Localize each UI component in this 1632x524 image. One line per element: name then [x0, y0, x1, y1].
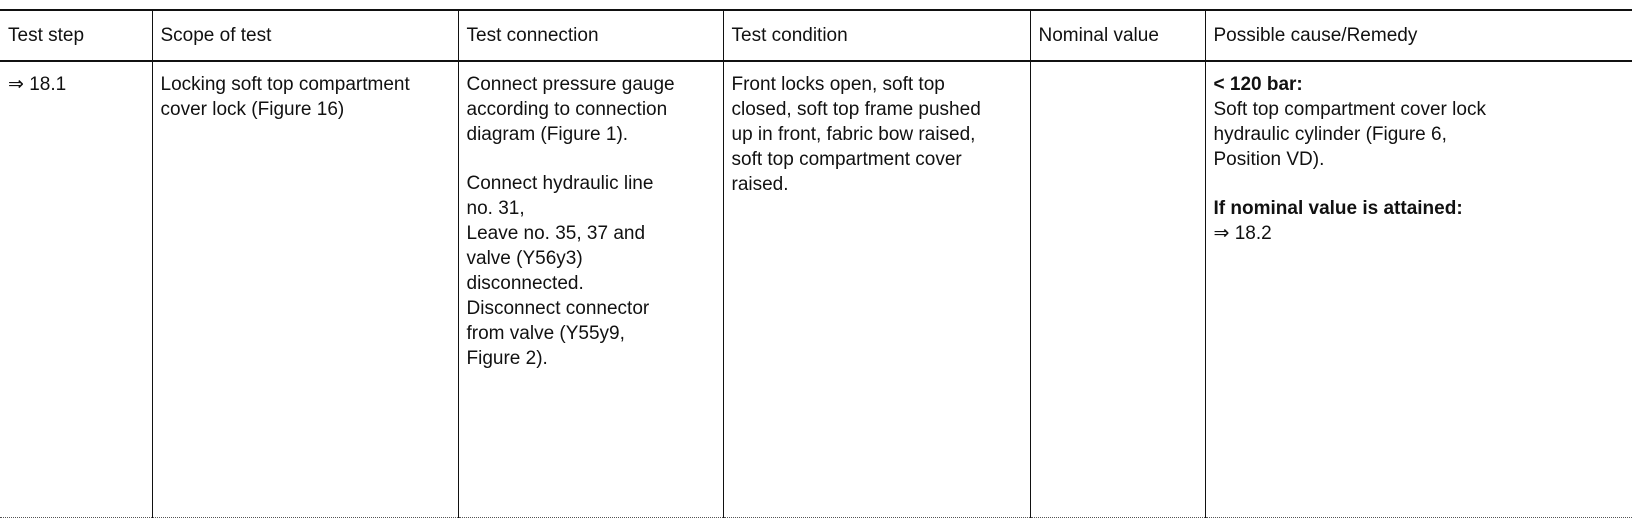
condition-line: closed, soft top frame pushed [731, 99, 981, 120]
test-step-value: ⇒ 18.1 [8, 74, 67, 95]
cell-scope-of-test [152, 61, 458, 517]
test-table [0, 9, 1632, 518]
cell-nominal-value [1030, 61, 1205, 517]
condition-line: up in front, fabric bow raised, [731, 124, 976, 145]
scope-line: cover lock (Figure 16) [160, 99, 345, 120]
connection-line: Connect pressure gauge [466, 74, 675, 95]
paragraph-gap [1214, 172, 1625, 196]
connection-line: according to connection [466, 99, 668, 120]
cell-test-step [0, 61, 152, 517]
remedy-heading-pressure: < 120 bar: [1213, 74, 1303, 95]
connection-line: disconnected. [466, 273, 584, 294]
connection-line: from valve (Y55y9, [466, 323, 625, 344]
connection-line: valve (Y56y3) [466, 248, 583, 269]
condition-line: Front locks open, soft top [731, 74, 945, 95]
condition-line: soft top compartment cover [731, 149, 962, 170]
condition-line: raised. [731, 174, 789, 195]
connection-line: Leave no. 35, 37 and [466, 223, 646, 244]
remedy-heading-attained: If nominal value is attained: [1213, 198, 1463, 219]
table-header-row [0, 10, 1632, 61]
cell-possible-cause-remedy [1205, 61, 1632, 517]
header-possible-cause-remedy: Possible cause/Remedy [1205, 10, 1632, 61]
connection-line: diagram (Figure 1). [466, 124, 629, 145]
remedy-line: Position VD). [1213, 149, 1325, 170]
scope-line: Locking soft top compartment [160, 74, 410, 95]
header-scope-of-test: Scope of test [152, 10, 458, 61]
header-test-condition: Test condition [723, 10, 1030, 61]
header-test-step: Test step [0, 10, 152, 61]
cell-test-connection [458, 61, 723, 517]
header-test-connection: Test connection [458, 10, 723, 61]
connection-line: Connect hydraulic line [466, 173, 654, 194]
next-step-reference: ⇒ 18.2 [1213, 223, 1272, 244]
connection-line: Figure 2). [466, 348, 548, 369]
cell-test-condition [723, 61, 1030, 517]
remedy-line: hydraulic cylinder (Figure 6, [1213, 124, 1447, 145]
connection-line: Disconnect connector [466, 298, 650, 319]
table-row [0, 61, 1632, 517]
remedy-line: Soft top compartment cover lock [1213, 99, 1486, 120]
paragraph-gap [467, 147, 715, 171]
header-nominal-value: Nominal value [1030, 10, 1205, 61]
connection-line: no. 31, [466, 198, 525, 219]
